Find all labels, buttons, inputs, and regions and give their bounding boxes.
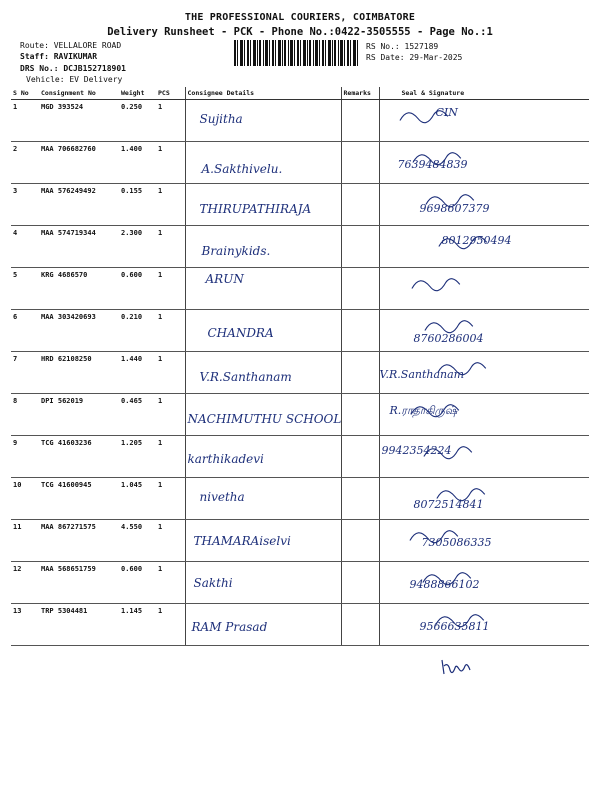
col-weight: Weight [119, 87, 156, 100]
row-seal-signature [379, 310, 589, 352]
row-remarks [341, 100, 379, 142]
row-sno: 5 [11, 268, 39, 310]
signature-scribble [380, 226, 590, 267]
row-weight: 0.250 [119, 100, 156, 142]
signature-scribble [380, 142, 590, 183]
row-sno: 3 [11, 184, 39, 226]
row-remarks [341, 352, 379, 394]
row-consignee-details [185, 184, 341, 226]
table-row [11, 520, 589, 562]
row-seal-signature [379, 226, 589, 268]
row-pcs: 1 [156, 310, 185, 352]
signature-scribble [380, 562, 590, 603]
row-weight: 0.465 [119, 394, 156, 436]
row-weight: 4.550 [119, 520, 156, 562]
row-seal-signature [379, 100, 589, 142]
seal-handwriting: 8012950494 [441, 234, 512, 247]
row-sno: 13 [11, 604, 39, 646]
row-weight: 0.600 [119, 562, 156, 604]
signature-scribble [380, 604, 590, 645]
consignee-handwriting: NACHIMUTHU SCHOOL [187, 412, 342, 426]
row-remarks [341, 268, 379, 310]
row-remarks [341, 310, 379, 352]
row-sno: 1 [11, 100, 39, 142]
row-pcs: 1 [156, 604, 185, 646]
row-pcs: 1 [156, 520, 185, 562]
seal-handwriting: 7639484839 [397, 158, 468, 171]
rs-number: RS No.: 1527189 [366, 42, 439, 51]
row-seal-signature [379, 184, 589, 226]
table-row [11, 352, 589, 394]
row-consignee-details [185, 352, 341, 394]
consignee-handwriting: V.R.Santhanam [199, 370, 292, 384]
row-weight: 1.400 [119, 142, 156, 184]
row-sno: 11 [11, 520, 39, 562]
row-consignment-no: MAA 568651759 [39, 562, 119, 604]
table-row [11, 142, 589, 184]
seal-handwriting: 9942354224 [381, 444, 452, 457]
consignee-handwriting: Sujitha [199, 112, 243, 126]
consignee-handwriting: nivetha [199, 490, 245, 504]
row-consignee-details [185, 394, 341, 436]
consignee-handwriting: karthikadevi [187, 452, 264, 466]
row-sno: 6 [11, 310, 39, 352]
table-row [11, 478, 589, 520]
signature-scribble [380, 184, 590, 225]
signature-scribble [380, 394, 590, 435]
col-consignment: Consignment No [39, 87, 119, 100]
consignee-handwriting: Sakthi [193, 576, 233, 590]
row-seal-signature [379, 268, 589, 310]
row-consignment-no: MAA 303420693 [39, 310, 119, 352]
seal-handwriting: CIN [435, 106, 458, 119]
table-row [11, 268, 589, 310]
row-sno: 8 [11, 394, 39, 436]
signature-scribble [380, 520, 590, 561]
seal-handwriting: 8760286004 [413, 332, 484, 345]
consignee-handwriting: ARUN [205, 272, 244, 286]
table-row [11, 226, 589, 268]
row-remarks [341, 478, 379, 520]
row-remarks [341, 604, 379, 646]
signature-scribble [380, 436, 590, 477]
row-remarks [341, 562, 379, 604]
seal-handwriting: R.ராதாகிருஷ் [389, 404, 458, 417]
row-consignee-details [185, 604, 341, 646]
row-consignment-no: MAA 706682760 [39, 142, 119, 184]
row-remarks [341, 226, 379, 268]
company-title: THE PROFESSIONAL COURIERS, COIMBATORE [184, 12, 416, 23]
seal-handwriting: 7305086335 [421, 536, 492, 549]
row-sno: 2 [11, 142, 39, 184]
row-pcs: 1 [156, 226, 185, 268]
table-row [11, 604, 589, 646]
row-sno: 7 [11, 352, 39, 394]
table-row [11, 100, 589, 142]
consignee-handwriting: RAM Prasad [191, 620, 268, 634]
drs-value: DCJB152718901 [63, 64, 126, 73]
seal-handwriting: 9566635811 [419, 620, 490, 633]
row-consignee-details [185, 310, 341, 352]
row-consignment-no: MAA 574719344 [39, 226, 119, 268]
consignee-handwriting: THAMARAiselvi [193, 534, 291, 548]
table-row [11, 184, 589, 226]
col-seal: Seal & Signature [379, 87, 589, 100]
seal-handwriting: V.R.Santhanam [379, 368, 465, 381]
row-consignment-no: KRG 4686570 [39, 268, 119, 310]
row-sno: 9 [11, 436, 39, 478]
row-remarks [341, 184, 379, 226]
row-pcs: 1 [156, 562, 185, 604]
row-sno: 10 [11, 478, 39, 520]
row-seal-signature [379, 604, 589, 646]
row-consignment-no: TRP 5304481 [39, 604, 119, 646]
seal-handwriting: 8072514841 [413, 498, 484, 511]
drs-label: DRS No.: [20, 64, 59, 73]
row-remarks [341, 436, 379, 478]
row-consignment-no: TCG 41600945 [39, 478, 119, 520]
barcode [234, 40, 358, 66]
row-weight: 1.205 [119, 436, 156, 478]
row-seal-signature [379, 562, 589, 604]
signature-scribble [380, 352, 590, 393]
row-consignment-no: DPI 562019 [39, 394, 119, 436]
row-weight: 0.600 [119, 268, 156, 310]
row-pcs: 1 [156, 394, 185, 436]
seal-handwriting: 9698607379 [419, 202, 490, 215]
table-row [11, 394, 589, 436]
staff-label: Staff: RAVIKUMAR [20, 52, 98, 61]
row-consignment-no: HRD 62108250 [39, 352, 119, 394]
row-weight: 0.210 [119, 310, 156, 352]
row-weight: 1.440 [119, 352, 156, 394]
signature-scribble [380, 100, 590, 141]
row-consignee-details [185, 268, 341, 310]
seal-handwriting: 9488866102 [409, 578, 480, 591]
runsheet-subtitle: Delivery Runsheet - PCK - Phone No.:0422-3505555 - Page No.:1 [107, 26, 493, 38]
consignee-handwriting: CHANDRA [207, 326, 274, 340]
col-consignee: Consignee Details [185, 87, 341, 100]
row-pcs: 1 [156, 436, 185, 478]
col-remarks: Remarks [341, 87, 379, 100]
table-row [11, 436, 589, 478]
table-row [11, 562, 589, 604]
signature-scribble [380, 478, 590, 519]
row-consignee-details [185, 436, 341, 478]
consignee-handwriting: Brainykids. [201, 244, 271, 258]
row-sno: 12 [11, 562, 39, 604]
runsheet-table [11, 87, 589, 646]
signature-scribble [380, 268, 590, 309]
row-seal-signature [379, 142, 589, 184]
row-consignee-details [185, 100, 341, 142]
row-weight: 1.145 [119, 604, 156, 646]
row-weight: 0.155 [119, 184, 156, 226]
row-consignment-no: TCG 41603236 [39, 436, 119, 478]
row-seal-signature [379, 394, 589, 436]
row-seal-signature [379, 352, 589, 394]
row-pcs: 1 [156, 352, 185, 394]
row-remarks [341, 520, 379, 562]
consignee-handwriting: A.Sakthivelu. [201, 162, 283, 176]
bottom-signature [438, 652, 478, 680]
row-pcs: 1 [156, 478, 185, 520]
col-pcs: PCS [156, 87, 185, 100]
table-header-row [11, 87, 589, 100]
row-consignment-no: MGD 393524 [39, 100, 119, 142]
row-remarks [341, 394, 379, 436]
consignee-handwriting: THIRUPATHIRAJA [199, 202, 312, 216]
row-pcs: 1 [156, 142, 185, 184]
row-weight: 1.045 [119, 478, 156, 520]
row-consignment-no: MAA 576249492 [39, 184, 119, 226]
row-consignee-details [185, 226, 341, 268]
row-seal-signature [379, 478, 589, 520]
row-seal-signature [379, 436, 589, 478]
vehicle-label: Vehicle: EV Delivery [26, 75, 123, 84]
row-consignee-details [185, 562, 341, 604]
row-consignee-details [185, 520, 341, 562]
table-row [11, 310, 589, 352]
row-sno: 4 [11, 226, 39, 268]
row-remarks [341, 142, 379, 184]
row-consignee-details [185, 478, 341, 520]
row-consignee-details [185, 142, 341, 184]
row-seal-signature [379, 520, 589, 562]
col-sno: S No [11, 87, 39, 100]
signature-scribble [380, 310, 590, 351]
route-label: Route: VELLALORE ROAD [20, 41, 122, 50]
row-consignment-no: MAA 867271575 [39, 520, 119, 562]
drs-number [20, 64, 126, 73]
row-pcs: 1 [156, 100, 185, 142]
rs-date: RS Date: 29-Mar-2025 [366, 53, 463, 62]
row-pcs: 1 [156, 268, 185, 310]
row-pcs: 1 [156, 184, 185, 226]
row-weight: 2.300 [119, 226, 156, 268]
